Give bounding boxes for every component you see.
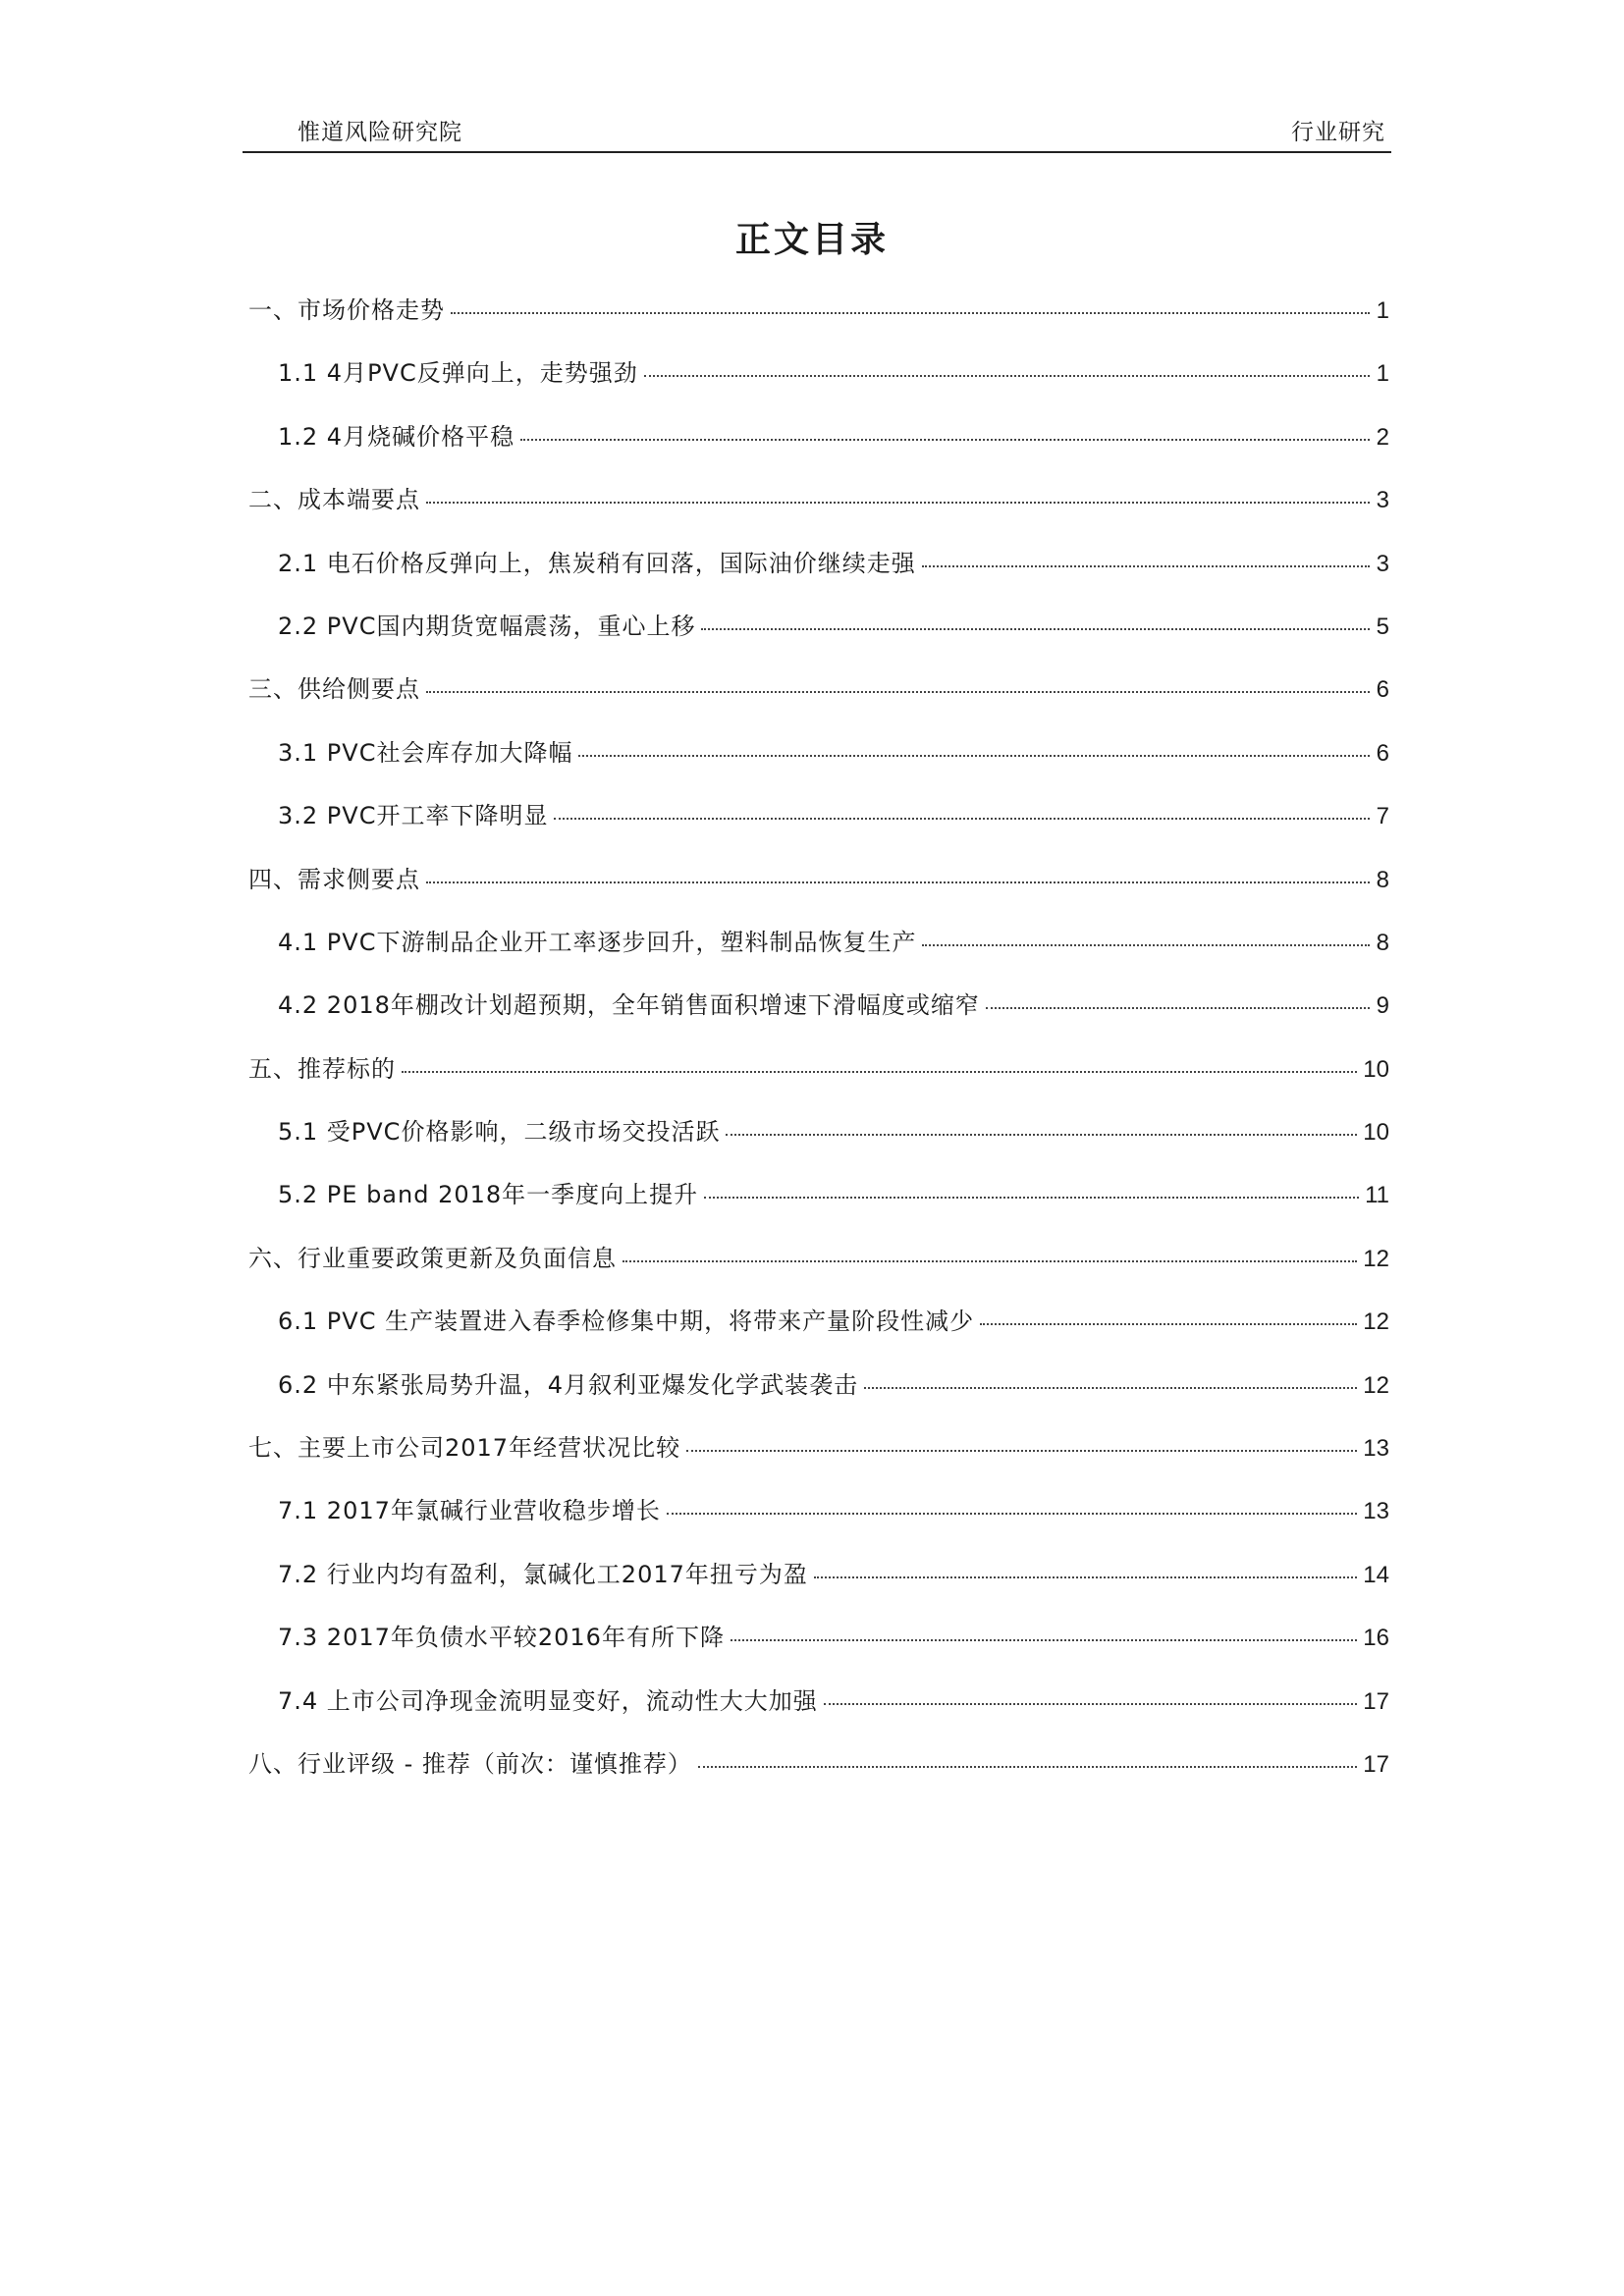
- toc-title: 正文目录: [734, 220, 889, 260]
- toc-leader-dots: [623, 1259, 1357, 1262]
- toc-entry[interactable]: [248, 1302, 1389, 1364]
- toc-entry-page-number: 6: [1376, 739, 1389, 767]
- toc-entry[interactable]: [248, 353, 1389, 416]
- toc-entry-page-number: 9: [1376, 992, 1389, 1020]
- toc-leader-dots: [667, 1512, 1357, 1515]
- toc-leader-dots: [864, 1386, 1357, 1389]
- toc-entry[interactable]: [248, 1491, 1389, 1554]
- toc-leader-dots: [644, 374, 1370, 377]
- toc-entry-page-number: 14: [1363, 1561, 1389, 1588]
- toc-entry[interactable]: [248, 291, 1389, 353]
- toc-entry[interactable]: [248, 1618, 1389, 1681]
- toc-entry-label: 1.2 4月烧碱价格平稳: [278, 422, 515, 451]
- toc-entry-label: 1.1 4月PVC反弹向上，走势强劲: [278, 359, 638, 388]
- toc-entry-page-number: 8: [1376, 929, 1389, 956]
- header-organization: 惟道风险研究院: [298, 120, 462, 145]
- table-of-contents: [248, 291, 1389, 1807]
- toc-leader-dots: [726, 1133, 1357, 1136]
- toc-entry[interactable]: [248, 1239, 1389, 1302]
- toc-entry-page-number: 1: [1376, 360, 1389, 388]
- toc-leader-dots: [578, 754, 1370, 757]
- toc-entry-label: 5.2 PE band 2018年一季度向上提升: [278, 1181, 699, 1209]
- toc-entry-page-number: 7: [1376, 803, 1389, 830]
- toc-entry-label: 3.1 PVC社会库存加大降幅: [278, 738, 573, 767]
- toc-entry[interactable]: [248, 796, 1389, 859]
- toc-entry-label: 三、供给侧要点: [248, 675, 420, 704]
- toc-entry-page-number: 10: [1363, 1119, 1389, 1147]
- toc-leader-dots: [426, 501, 1370, 504]
- toc-entry-label: 一、市场价格走势: [248, 296, 445, 324]
- toc-entry-page-number: 6: [1376, 676, 1389, 704]
- toc-leader-dots: [698, 1765, 1357, 1768]
- toc-entry[interactable]: [248, 1682, 1389, 1744]
- toc-entry-page-number: 12: [1363, 1371, 1389, 1399]
- toc-entry-page-number: 16: [1363, 1625, 1389, 1652]
- toc-entry[interactable]: [248, 607, 1389, 669]
- toc-entry-page-number: 8: [1376, 866, 1389, 893]
- toc-entry[interactable]: [248, 1555, 1389, 1618]
- toc-entry[interactable]: [248, 1365, 1389, 1428]
- toc-entry-label: 6.1 PVC 生产装置进入春季检修集中期，将带来产量阶段性减少: [278, 1308, 975, 1336]
- toc-entry[interactable]: [248, 1112, 1389, 1175]
- toc-entry-page-number: 2: [1376, 423, 1389, 451]
- toc-entry[interactable]: [248, 669, 1389, 732]
- toc-entry-label: 五、推荐标的: [248, 1054, 396, 1083]
- toc-entry-label: 5.1 受PVC价格影响，二级市场交投活跃: [278, 1118, 721, 1147]
- toc-leader-dots: [520, 438, 1370, 441]
- toc-leader-dots: [426, 881, 1370, 883]
- toc-leader-dots: [824, 1702, 1358, 1705]
- toc-entry-page-number: 13: [1363, 1435, 1389, 1463]
- toc-entry[interactable]: [248, 1744, 1389, 1807]
- toc-entry-page-number: 3: [1376, 487, 1389, 514]
- toc-entry-label: 七、主要上市公司2017年经营状况比较: [248, 1434, 681, 1463]
- toc-entry[interactable]: [248, 733, 1389, 796]
- toc-entry-page-number: 10: [1363, 1055, 1389, 1083]
- toc-entry-label: 2.2 PVC国内期货宽幅震荡，重心上移: [278, 612, 696, 640]
- toc-entry[interactable]: [248, 923, 1389, 986]
- page-header: [243, 110, 1391, 153]
- toc-entry-label: 4.1 PVC下游制品企业开工率逐步回升，塑料制品恢复生产: [278, 928, 917, 956]
- toc-entry[interactable]: [248, 986, 1389, 1048]
- toc-leader-dots: [731, 1638, 1357, 1641]
- toc-leader-dots: [814, 1575, 1357, 1578]
- header-section: 行业研究: [1291, 120, 1385, 145]
- toc-entry[interactable]: [248, 544, 1389, 607]
- toc-leader-dots: [402, 1070, 1357, 1073]
- toc-entry-page-number: 3: [1376, 550, 1389, 577]
- toc-leader-dots: [701, 627, 1370, 630]
- toc-entry-label: 二、成本端要点: [248, 486, 420, 514]
- toc-entry-page-number: 12: [1363, 1308, 1389, 1336]
- toc-leader-dots: [451, 311, 1370, 314]
- toc-entry-label: 八、行业评级 - 推荐（前次：谨慎推荐）: [248, 1749, 692, 1778]
- toc-leader-dots: [554, 817, 1370, 820]
- toc-entry[interactable]: [248, 1175, 1389, 1238]
- toc-entry[interactable]: [248, 1428, 1389, 1491]
- toc-entry-label: 7.4 上市公司净现金流明显变好，流动性大大加强: [278, 1686, 818, 1715]
- toc-entry-label: 7.1 2017年氯碱行业营收稳步增长: [278, 1497, 661, 1525]
- toc-entry-page-number: 17: [1363, 1687, 1389, 1715]
- toc-entry-page-number: 11: [1365, 1182, 1389, 1209]
- toc-entry[interactable]: [248, 860, 1389, 923]
- toc-leader-dots: [980, 1322, 1357, 1325]
- toc-entry-label: 3.2 PVC开工率下降明显: [278, 802, 549, 830]
- toc-entry-page-number: 13: [1363, 1498, 1389, 1525]
- toc-entry-page-number: 12: [1363, 1245, 1389, 1272]
- toc-entry[interactable]: [248, 1049, 1389, 1112]
- toc-entry-label: 六、行业重要政策更新及负面信息: [248, 1244, 617, 1272]
- toc-leader-dots: [704, 1196, 1359, 1199]
- toc-entry-label: 7.2 行业内均有盈利，氯碱化工2017年扭亏为盈: [278, 1560, 808, 1588]
- toc-leader-dots: [686, 1449, 1357, 1452]
- toc-entry-page-number: 1: [1376, 297, 1389, 324]
- toc-entry-label: 四、需求侧要点: [248, 865, 420, 893]
- toc-leader-dots: [922, 943, 1370, 946]
- toc-entry[interactable]: [248, 417, 1389, 480]
- toc-entry-page-number: 5: [1376, 613, 1389, 640]
- toc-entry-page-number: 17: [1363, 1750, 1389, 1778]
- toc-leader-dots: [922, 564, 1370, 567]
- toc-entry-label: 2.1 电石价格反弹向上，焦炭稍有回落，国际油价继续走强: [278, 549, 916, 577]
- toc-entry-label: 7.3 2017年负债水平较2016年有所下降: [278, 1624, 725, 1652]
- toc-entry-label: 6.2 中东紧张局势升温，4月叙利亚爆发化学武装袭击: [278, 1370, 859, 1399]
- toc-entry[interactable]: [248, 480, 1389, 543]
- toc-entry-label: 4.2 2018年棚改计划超预期，全年销售面积增速下滑幅度或缩窄: [278, 991, 980, 1020]
- toc-leader-dots: [426, 690, 1370, 693]
- toc-leader-dots: [986, 1006, 1370, 1009]
